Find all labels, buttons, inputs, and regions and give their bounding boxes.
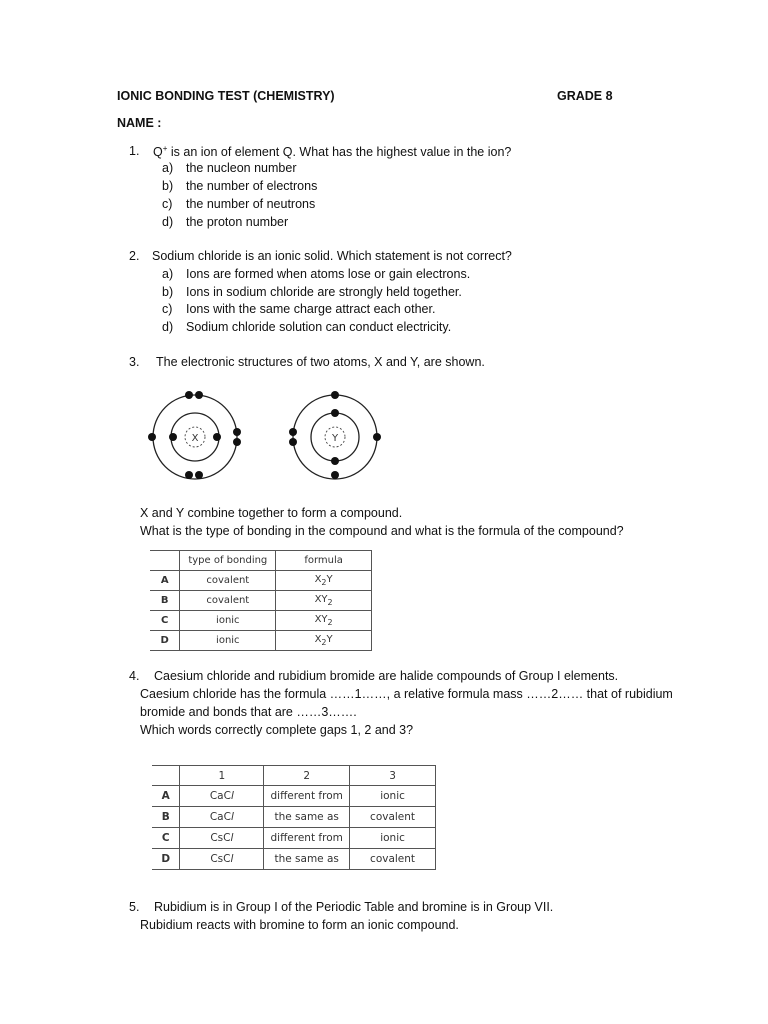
bonding-cell: covalent	[180, 571, 276, 591]
row-letter: A	[152, 786, 180, 807]
mass-cell: different from	[264, 786, 350, 807]
question-text: X and Y combine together to form a compound.	[140, 506, 403, 520]
row-letter: B	[152, 807, 180, 828]
option-text: Sodium chloride solution can conduct electricity.	[186, 320, 452, 334]
question-text: Caesium chloride has the formula ……1……, a relative formula mass ……2…… that of rubidium	[140, 687, 673, 701]
gaps-answer-table	[152, 765, 436, 870]
option-text: Ions with the same charge attract each other.	[186, 302, 436, 316]
option-letter: a)	[162, 161, 174, 175]
question-text: bromide and bonds that are ……3…….	[140, 705, 357, 719]
table-header: formula	[276, 551, 372, 571]
table-header: 2	[264, 766, 350, 786]
question-text: Caesium chloride and rubidium bromide are halide compounds of Group I elements.	[154, 669, 619, 683]
option-letter: b)	[162, 285, 174, 299]
test-title: IONIC BONDING TEST (CHEMISTRY)	[117, 89, 335, 103]
grade-label: GRADE 8	[557, 89, 613, 103]
table-header: type of bonding	[180, 551, 276, 571]
question-number: 3.	[129, 355, 140, 369]
question-stem: The electronic structures of two atoms, X and Y, are shown.	[156, 355, 485, 369]
electron-structure-diagram	[140, 385, 400, 485]
option-text: the proton number	[186, 215, 289, 229]
bonding-answer-table	[150, 550, 372, 651]
option-letter: b)	[162, 179, 174, 193]
question-number: 2.	[129, 249, 140, 263]
table-header: 1	[180, 766, 264, 786]
question-text: Rubidium is in Group I of the Periodic Table and bromine is in Group VII.	[154, 900, 554, 914]
question-stem: Q+ is an ion of element Q. What has the highest value in the ion?	[153, 144, 512, 160]
bond-cell: covalent	[350, 849, 436, 870]
formula-cell: $XY_2$	[276, 591, 372, 611]
atom-x-diagram	[148, 391, 241, 479]
row-letter: B	[150, 591, 180, 611]
row-letter: D	[150, 631, 180, 651]
name-label: NAME :	[117, 116, 162, 130]
option-text: the number of electrons	[186, 179, 318, 193]
formula-cell: CsCl	[180, 828, 264, 849]
formula-cell: CaCl	[180, 807, 264, 828]
formula-cell: CsCl	[180, 849, 264, 870]
atom-y-diagram	[289, 391, 381, 479]
option-text: the number of neutrons	[186, 197, 316, 211]
formula-cell: $X_2Y$	[276, 571, 372, 591]
atom-x-label: X	[191, 433, 199, 444]
question-number: 1.	[129, 144, 140, 158]
mass-cell: different from	[264, 828, 350, 849]
bond-cell: ionic	[350, 786, 436, 807]
question-number: 4.	[129, 669, 140, 683]
bond-cell: covalent	[350, 807, 436, 828]
question-number: 5.	[129, 900, 140, 914]
row-letter: C	[150, 611, 180, 631]
option-letter: d)	[162, 215, 174, 229]
option-text: Ions are formed when atoms lose or gain electrons.	[186, 267, 471, 281]
mass-cell: the same as	[264, 849, 350, 870]
table-header-blank	[150, 551, 180, 571]
option-letter: d)	[162, 320, 174, 334]
table-header: 3	[350, 766, 436, 786]
table-header-blank	[152, 766, 180, 786]
option-text: the nucleon number	[186, 161, 297, 175]
question-text: Which words correctly complete gaps 1, 2 and 3?	[140, 723, 414, 737]
row-letter: A	[150, 571, 180, 591]
mass-cell: the same as	[264, 807, 350, 828]
atom-y-label: Y	[331, 433, 339, 444]
option-text: Ions in sodium chloride are strongly held together.	[186, 285, 462, 299]
formula-cell: $XY_2$	[276, 611, 372, 631]
bonding-cell: ionic	[180, 611, 276, 631]
option-letter: a)	[162, 267, 174, 281]
row-letter: C	[152, 828, 180, 849]
bonding-cell: ionic	[180, 631, 276, 651]
bond-cell: ionic	[350, 828, 436, 849]
bonding-cell: covalent	[180, 591, 276, 611]
option-letter: c)	[162, 197, 173, 211]
row-letter: D	[152, 849, 180, 870]
question-stem: Sodium chloride is an ionic solid. Which statement is not correct?	[152, 249, 512, 263]
formula-cell: $X_2Y$	[276, 631, 372, 651]
formula-cell: CaCl	[180, 786, 264, 807]
question-text: Rubidium reacts with bromine to form an ionic compound.	[140, 918, 459, 932]
question-text: What is the type of bonding in the compound and what is the formula of the compound?	[140, 524, 624, 538]
option-letter: c)	[162, 302, 173, 316]
